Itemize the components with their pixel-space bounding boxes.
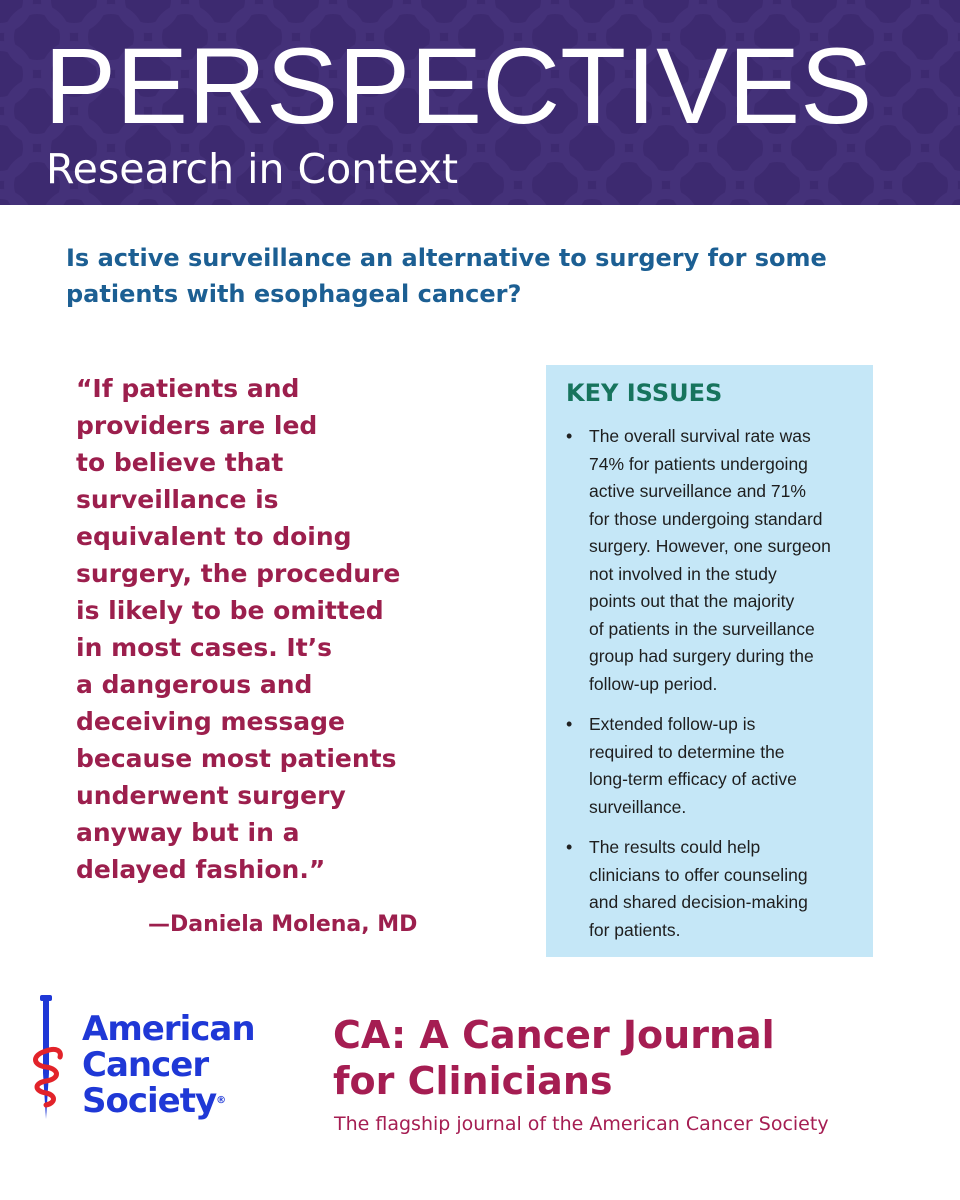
quote-line: “If patients and: [76, 374, 300, 403]
key-issues-list: [546, 423, 873, 957]
journal-tagline: The flagship journal of the American Cancer Society: [334, 1113, 829, 1135]
quote-line: providers are led: [76, 411, 318, 440]
key-issue-line: 74% for patients undergoing: [589, 453, 808, 474]
key-issue-line: of patients in the surveillance: [589, 618, 815, 639]
quote-line: underwent surgery: [76, 781, 346, 810]
quote-attribution: —Daniela Molena, MD: [148, 912, 418, 937]
key-issue-line: The overall survival rate was: [589, 426, 811, 446]
banner-title: PERSPECTIVES: [44, 25, 873, 146]
key-issue-line: and shared decision-making: [589, 892, 808, 912]
acs-wordmark-line: [82, 1083, 255, 1119]
journal-title-line: for Clinicians: [333, 1059, 613, 1103]
quote-line: equivalent to doing: [76, 522, 352, 551]
key-issue-line: surgery. However, one surgeon: [589, 536, 831, 556]
key-issue-line: Extended follow-up is: [589, 714, 756, 734]
sword-caduceus-icon: [26, 995, 66, 1121]
key-issue-line: points out that the majority: [589, 591, 795, 611]
quote-line: a dangerous and: [76, 670, 313, 699]
pull-quote: [76, 370, 496, 888]
header-banner: [0, 0, 960, 205]
key-issue-line: surveillance.: [589, 796, 687, 817]
bullet-icon: •: [566, 714, 573, 734]
key-issue-line: The results could help: [589, 837, 761, 857]
quote-line: to believe that: [76, 448, 284, 477]
key-issue-line: long-term efficacy of active: [589, 769, 797, 789]
journal-title: [333, 1012, 775, 1104]
quote-line: because most patients: [76, 744, 397, 773]
key-issue-item: [546, 834, 873, 944]
quote-line: surgery, the procedure: [76, 559, 401, 588]
acs-wordmark-society: Society: [82, 1081, 217, 1121]
key-issue-item: [546, 711, 873, 821]
key-issues-box: [546, 365, 873, 957]
quote-line: anyway but in a: [76, 818, 300, 847]
key-issue-text: [589, 423, 873, 698]
quote-line: surveillance is: [76, 485, 279, 514]
key-issue-line: follow-up period.: [589, 673, 718, 694]
journal-title-line: CA: A Cancer Journal: [333, 1013, 775, 1057]
acs-wordmark-line: American: [82, 1009, 255, 1049]
key-issue-line: clinicians to offer counseling: [589, 864, 808, 885]
key-issue-line: for those undergoing standard: [589, 508, 823, 529]
quote-line: delayed fashion.”: [76, 855, 326, 884]
banner-subtitle: Research in Context: [46, 145, 459, 193]
bullet-icon: •: [566, 426, 573, 446]
key-issue-text: [589, 834, 873, 944]
key-issue-item: [546, 423, 873, 698]
bullet-icon: •: [566, 837, 573, 857]
key-issue-line: not involved in the study: [589, 563, 777, 584]
headline-question: Is active surveillance an alternative to surgery for some patients with esophageal cancer?: [66, 244, 827, 308]
quote-line: is likely to be omitted: [76, 596, 384, 625]
acs-wordmark: [82, 1011, 255, 1119]
acs-logo: [26, 995, 296, 1135]
key-issues-title: KEY ISSUES: [566, 379, 723, 407]
key-issue-line: for patients.: [589, 919, 681, 940]
acs-wordmark-line: Cancer: [82, 1045, 209, 1085]
key-issue-line: active surveillance and 71%: [589, 481, 806, 501]
quote-line: in most cases. It’s: [76, 633, 333, 662]
key-issue-text: [589, 711, 873, 821]
registered-mark: ®: [216, 1095, 227, 1106]
key-issue-line: required to determine the: [589, 741, 785, 762]
quote-line: deceiving message: [76, 707, 345, 736]
key-issue-line: group had surgery during the: [589, 646, 814, 666]
